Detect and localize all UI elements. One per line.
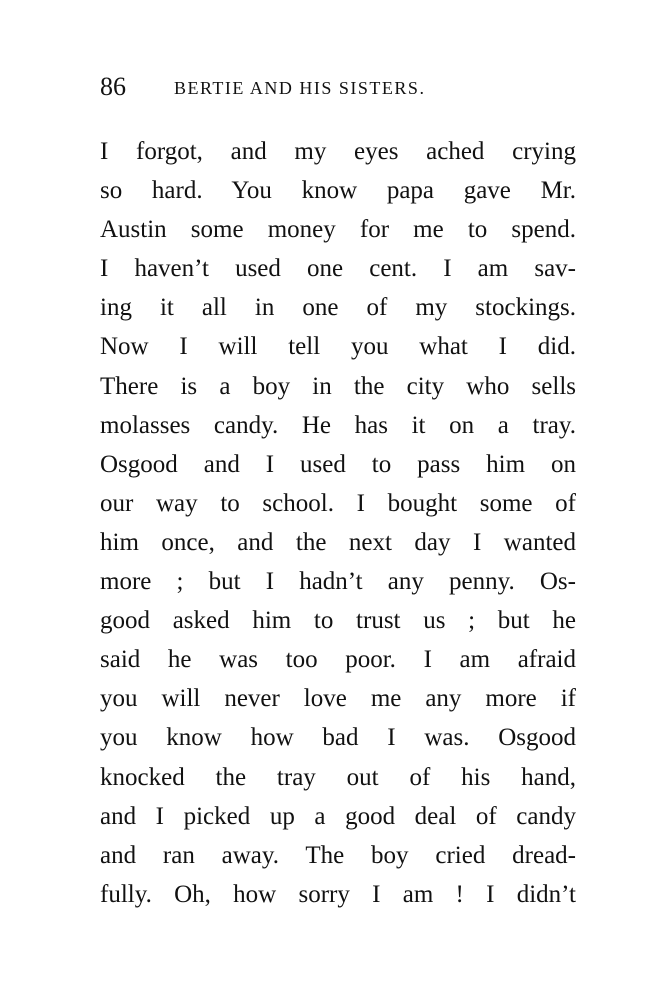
text-line: and I picked up a good deal of candy (100, 802, 576, 830)
text-line: you know how bad I was. Osgood (100, 724, 576, 752)
text-line: him once, and the next day I wanted (100, 528, 576, 556)
text-line: knocked the tray out of his hand, (100, 763, 576, 791)
text-line: molasses candy. He has it on a tray. (100, 411, 576, 439)
text-line: There is a boy in the city who sells (100, 372, 576, 400)
text-line: you will never love me any more if (100, 685, 576, 713)
running-head: BERTIE AND HIS SISTERS. (174, 78, 426, 98)
text-line: our way to school. I bought some of (100, 489, 576, 517)
text-line: Austin some money for me to spend. (100, 216, 576, 244)
text-line: I forgot, and my eyes ached crying (100, 138, 576, 165)
body-text (100, 132, 580, 914)
text-line: I haven’t used one cent. I am sav- (100, 255, 576, 283)
text-line: fully. Oh, how sorry I am ! I didn’t (100, 880, 576, 908)
page-number: 86 (100, 72, 126, 101)
text-line: so hard. You know papa gave Mr. (100, 177, 576, 205)
page-header (100, 72, 580, 106)
text-line: good asked him to trust us ; but he (100, 607, 576, 635)
text-line: Now I will tell you what I did. (100, 333, 576, 361)
text-line: more ; but I hadn’t any penny. Os- (100, 568, 576, 596)
text-line: ing it all in one of my stockings. (100, 294, 576, 322)
text-line: said he was too poor. I am afraid (100, 646, 576, 674)
text-line: Osgood and I used to pass him on (100, 450, 576, 478)
text-line: and ran away. The boy cried dread- (100, 841, 576, 869)
